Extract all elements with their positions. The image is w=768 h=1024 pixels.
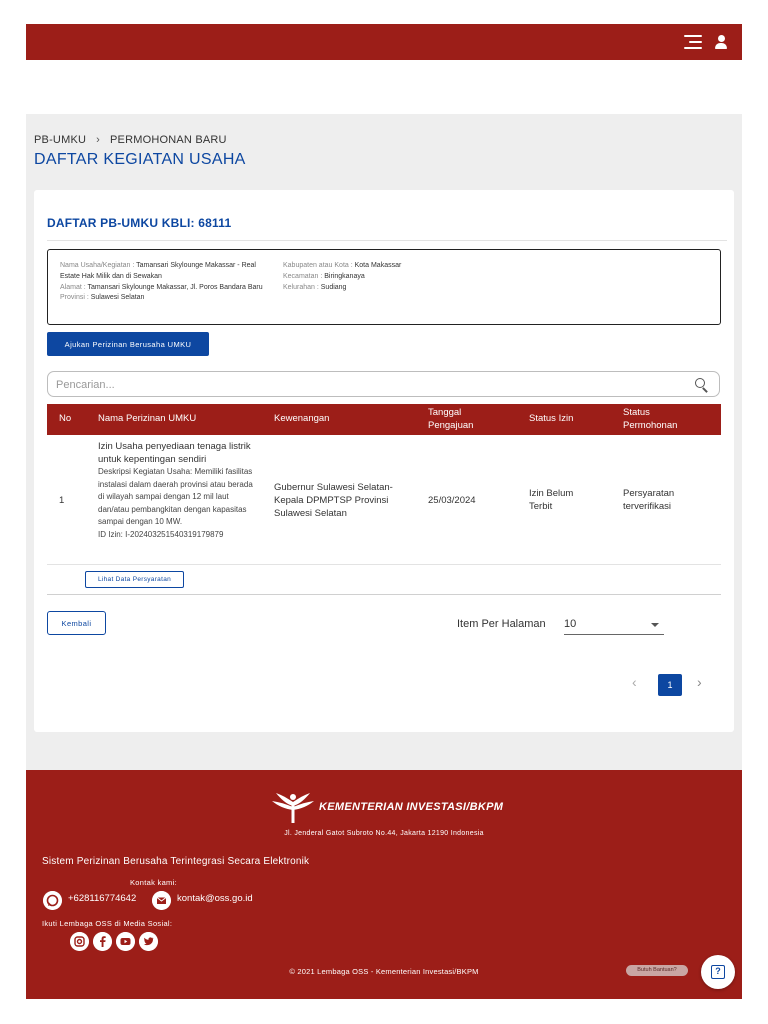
- top-navbar: [26, 24, 742, 60]
- back-button[interactable]: Kembali: [47, 611, 106, 635]
- alamat-label: Alamat :: [60, 283, 86, 291]
- search-icon[interactable]: [695, 378, 709, 392]
- kelurahan-label: Kelurahan :: [283, 283, 319, 291]
- breadcrumb: [34, 134, 227, 146]
- permit-table: [47, 404, 721, 595]
- header-status-permohonan: Status Permohonan: [623, 407, 678, 431]
- footer-email[interactable]: kontak@oss.go.id: [177, 893, 253, 904]
- youtube-icon[interactable]: [116, 932, 135, 951]
- footer-phone[interactable]: +628116774642: [68, 893, 137, 904]
- apply-umku-button[interactable]: Ajukan Perizinan Berusaha UMKU: [47, 332, 209, 356]
- per-page-value: 10: [564, 618, 577, 630]
- alamat-value: Tamansari Skylounge Makassar, Jl. Poros Bandara Baru: [87, 283, 263, 291]
- nama-usaha-label: Nama Usaha/Kegiatan :: [60, 262, 135, 269]
- facebook-icon[interactable]: [93, 932, 112, 951]
- business-info-box: [47, 249, 721, 325]
- instagram-icon[interactable]: [70, 932, 89, 951]
- table-header: [47, 404, 721, 435]
- row-no: 1: [59, 494, 65, 506]
- main-card: [34, 190, 734, 732]
- kabupaten-label: Kabupaten atau Kota :: [283, 262, 353, 269]
- kelurahan-value: Sudiang: [320, 283, 347, 291]
- breadcrumb-item-permohonan-baru: PERMOHONAN BARU: [110, 134, 227, 146]
- whatsapp-icon[interactable]: [43, 891, 62, 910]
- per-page-label: Item Per Halaman: [457, 618, 546, 630]
- footer-system-name: Sistem Perizinan Berusaha Terintegrasi Secara Elektronik: [42, 856, 310, 867]
- footer-brand: KEMENTERIAN INVESTASI/BKPM: [319, 801, 504, 813]
- help-button[interactable]: [701, 955, 735, 989]
- row-deskripsi: Deskripsi Kegiatan Usaha: Memiliki fasilitas instalasi dalam daerah provinsi atau berada di wilayah sampai dengan 12 mil laut dan/atau pembangkitan dengan kapasitas sampai dengan 10 MW.: [98, 467, 253, 526]
- social-label: Ikuti Lembaga OSS di Media Sosial:: [42, 919, 173, 928]
- footer-address: Jl. Jenderal Gatot Subroto No.44, Jakarta 12190 Indonesia: [284, 830, 484, 837]
- row-actions: [47, 565, 721, 595]
- per-page-select[interactable]: [564, 615, 664, 635]
- table-row: [47, 435, 721, 565]
- divider: [47, 240, 727, 241]
- kecamatan-label: Kecamatan :: [283, 272, 323, 280]
- help-label[interactable]: Butuh Bantuan?: [626, 965, 688, 976]
- next-page-button[interactable]: ›: [697, 674, 702, 690]
- breadcrumb-item-pb-umku[interactable]: PB-UMKU: [34, 134, 87, 146]
- prev-page-button[interactable]: ‹: [632, 674, 637, 690]
- kecamatan-value: Biringkanaya: [324, 272, 365, 280]
- page-title: DAFTAR KEGIATAN USAHA: [34, 151, 246, 168]
- view-requirements-button[interactable]: Lihat Data Persyaratan: [85, 571, 184, 588]
- header-nama: Nama Perizinan UMKU: [98, 413, 197, 425]
- row-id-izin: ID Izin: I-202403251540319179879: [98, 529, 224, 539]
- header-status-izin: Status Izin: [529, 413, 574, 425]
- row-nama-title: Izin Usaha penyediaan tenaga listrik untuk kepentingan sendiri: [98, 441, 251, 465]
- row-nama-block: [98, 440, 260, 541]
- card-title: DAFTAR PB-UMKU KBLI: 68111: [47, 216, 232, 230]
- search-box: [47, 371, 720, 397]
- user-icon[interactable]: [714, 34, 728, 50]
- row-status-izin: Izin Belum Terbit: [529, 488, 574, 512]
- row-status-permohonan: Persyaratan terverifikasi: [623, 488, 675, 512]
- footer-copyright: © 2021 Lembaga OSS - Kementerian Investasi/BKPM: [289, 967, 479, 976]
- header-kewenangan: Kewenangan: [274, 413, 330, 425]
- chevron-down-icon: [651, 623, 659, 627]
- kabupaten-value: Kota Makassar: [354, 262, 402, 269]
- menu-icon[interactable]: [684, 35, 702, 49]
- footer: [26, 770, 742, 999]
- nama-usaha-value: Tamansari Skylounge Makassar - Real Estate Hak Milik dan di Sewakan: [60, 262, 256, 280]
- mail-icon[interactable]: [152, 891, 171, 910]
- row-kewenangan: Gubernur Sulawesi Selatan-Kepala DPMPTSP Provinsi Sulawesi Selatan: [274, 481, 393, 519]
- header-tanggal: Tanggal Pengajuan: [428, 407, 474, 431]
- header-no: No: [59, 413, 72, 425]
- search-input[interactable]: [56, 376, 676, 393]
- bkpm-logo-icon: [270, 790, 316, 824]
- provinsi-value: Sulawesi Selatan: [90, 294, 145, 302]
- page-1-button[interactable]: 1: [658, 674, 682, 696]
- help-question-icon: ?: [711, 965, 725, 979]
- breadcrumb-separator: ›: [96, 134, 100, 146]
- provinsi-label: Provinsi :: [60, 294, 89, 302]
- row-tanggal: 25/03/2024: [428, 494, 476, 506]
- twitter-icon[interactable]: [139, 932, 158, 951]
- contact-label: Kontak kami:: [130, 878, 177, 887]
